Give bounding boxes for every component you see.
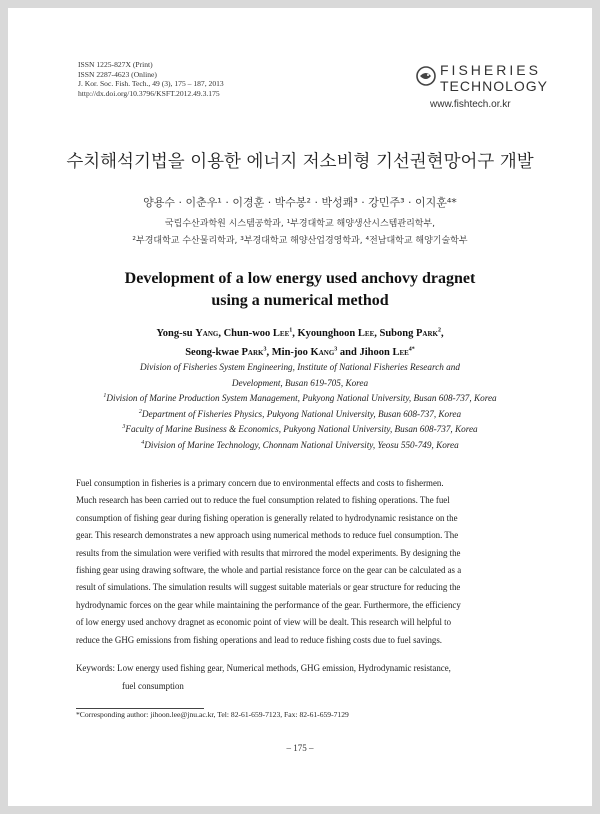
abstract-line: of low energy used anchovy dragnet as economic point of view will be dealt. This research will helpful to	[76, 617, 452, 628]
author-given: , Kyounghoon	[292, 328, 358, 339]
english-title	[8, 268, 592, 312]
affiliation-text: Department of Fisheries Physics, Pukyong National University, Busan 608-737, Korea	[141, 408, 462, 419]
footnote-divider	[76, 708, 204, 709]
abstract-line: gear. This research demonstrates a new approach using numerical methods to reduce fuel consumption. The	[76, 530, 459, 541]
authors-line1	[8, 324, 592, 343]
keywords-line1	[76, 660, 532, 678]
affiliation-sup: 3	[122, 423, 126, 430]
author-given: , Chun-woo	[218, 328, 273, 339]
author-sup: 2	[437, 327, 441, 334]
abstract-line: Much research has been carried out to reduce the fuel consumption related to fishing operations. The fuel	[76, 495, 450, 506]
abstract-line: consumption of fishing gear during fishing operation is generally related to hydrodynamic resistance on the	[76, 512, 458, 523]
affiliation-0-line2: Development, Busan 619-705, Korea	[231, 377, 369, 388]
keywords	[76, 660, 532, 695]
english-title-line2: using a numerical method	[211, 292, 389, 309]
paper-page	[8, 8, 592, 806]
corresponding-star: *	[411, 346, 415, 353]
journal-metadata	[78, 60, 224, 98]
journal-logo	[416, 60, 549, 120]
author-family: Lee	[272, 328, 290, 339]
english-authors	[8, 324, 592, 362]
affiliation-sup: 4	[141, 439, 145, 446]
abstract-line: result of simulations. The simulation results will suggest suitable materials or gear structure for reducing the	[76, 582, 461, 593]
issn-print: ISSN 1225-827X (Print)	[78, 60, 153, 69]
affiliation-3	[8, 422, 592, 438]
keywords-label: Keywords:	[76, 663, 115, 673]
author-given: and Jihoon	[337, 347, 393, 358]
abstract-line: reduce the GHG emissions from fishing operations and lead to reduce fishing costs due to fuel savings.	[76, 634, 443, 645]
english-title-line1: Development of a low energy used anchovy dragnet	[124, 270, 476, 287]
abstract-line: Fuel consumption in fisheries is a primary concern due to environmental effects and costs to fishermen.	[76, 478, 444, 488]
affiliation-text: Faculty of Marine Business & Economics, Pukyong National University, Busan 608-737, Korea	[125, 424, 478, 434]
affiliation-text: Division of Marine Production System Management, Pukyong National University, Busan 608-737, Korea	[106, 393, 497, 403]
author-family: Park	[415, 328, 438, 339]
affiliation-1	[8, 391, 592, 407]
author-family: Lee	[357, 328, 375, 339]
logo-text-technology: TECHNOLOGY	[440, 78, 549, 94]
abstract-line: results from the simulation were verified with results that mirrored the model experiments. By designing the	[76, 547, 461, 558]
author-sep: ,	[440, 328, 444, 339]
keywords-line2: fuel consumption	[122, 680, 184, 691]
logo-text-fisheries: FISHERIES	[440, 62, 541, 78]
affiliation-sup: 2	[138, 408, 142, 415]
affiliation-0-line1: Division of Fisheries System Engineering, Institute of National Fisheries Research and	[140, 362, 460, 372]
fish-logo-icon	[416, 66, 436, 86]
affiliation-2	[8, 407, 592, 423]
abstract-line: fishing gear using drawing software, the whole and partial resistance force on the gear can be calculated as a	[76, 565, 462, 576]
author-family: Kang	[310, 347, 335, 358]
author-sup-num: 4	[408, 346, 412, 353]
author-given: Yong-su	[156, 328, 196, 339]
abstract	[76, 475, 532, 649]
author-family: Park	[241, 347, 264, 358]
korean-title: 수치해석기법을 이용한 에너지 저소비형 기선권현망어구 개발	[66, 152, 534, 172]
issn-online: ISSN 2287-4623 (Online)	[78, 69, 157, 79]
page-number: – 175 –	[286, 743, 314, 753]
author-sup: 3	[263, 346, 267, 353]
author-sup	[409, 347, 415, 353]
author-given: , Subong	[374, 328, 416, 339]
author-family: Yang	[195, 328, 219, 339]
affiliation-sup: 1	[103, 392, 107, 399]
author-sup: 3	[334, 346, 338, 353]
english-affiliations	[8, 360, 592, 453]
korean-affiliation-line2: ²부경대학교 수산물리학과, ³부경대학교 해양산업경영학과, ⁴전남대학교 해양기술학부	[132, 236, 468, 246]
affiliation-4	[8, 438, 592, 454]
citation: J. Kor. Soc. Fish. Tech., 49 (3), 175 – 187, 2013	[78, 79, 224, 89]
journal-website[interactable]: www.fishtech.or.kr	[430, 99, 511, 110]
korean-authors: 양용수 · 이춘우¹ · 이경훈 · 박수봉² · 박성쾌³ · 강민주³ · 이지훈⁴*	[143, 196, 457, 209]
author-given: Seong-kwae	[185, 347, 242, 358]
abstract-line: hydrodynamic forces on the gear while maintaining the performance of the gear. Furthermore, the efficiency	[76, 599, 461, 610]
keywords-text: Low energy used fishing gear, Numerical methods, GHG emission, Hydrodynamic resistance,	[117, 663, 451, 673]
author-sup: 1	[289, 327, 293, 334]
doi-link[interactable]: http://dx.doi.org/10.3796/KSFT.2012.49.3.175	[78, 88, 220, 98]
korean-affiliation-line1: 국립수산과학원 시스템공학과, ¹부경대학교 해양생산시스템관리학부,	[164, 219, 436, 229]
corresponding-author-footnote: *Corresponding author: jihoon.lee@jnu.ac.kr, Tel: 82-61-659-7123, Fax: 82-61-659-7129	[76, 710, 349, 719]
author-given: , Min-joo	[266, 347, 311, 358]
author-family: Lee	[392, 347, 409, 358]
affiliation-text: Division of Marine Technology, Chonnam National University, Yeosu 550-749, Korea	[144, 439, 459, 450]
